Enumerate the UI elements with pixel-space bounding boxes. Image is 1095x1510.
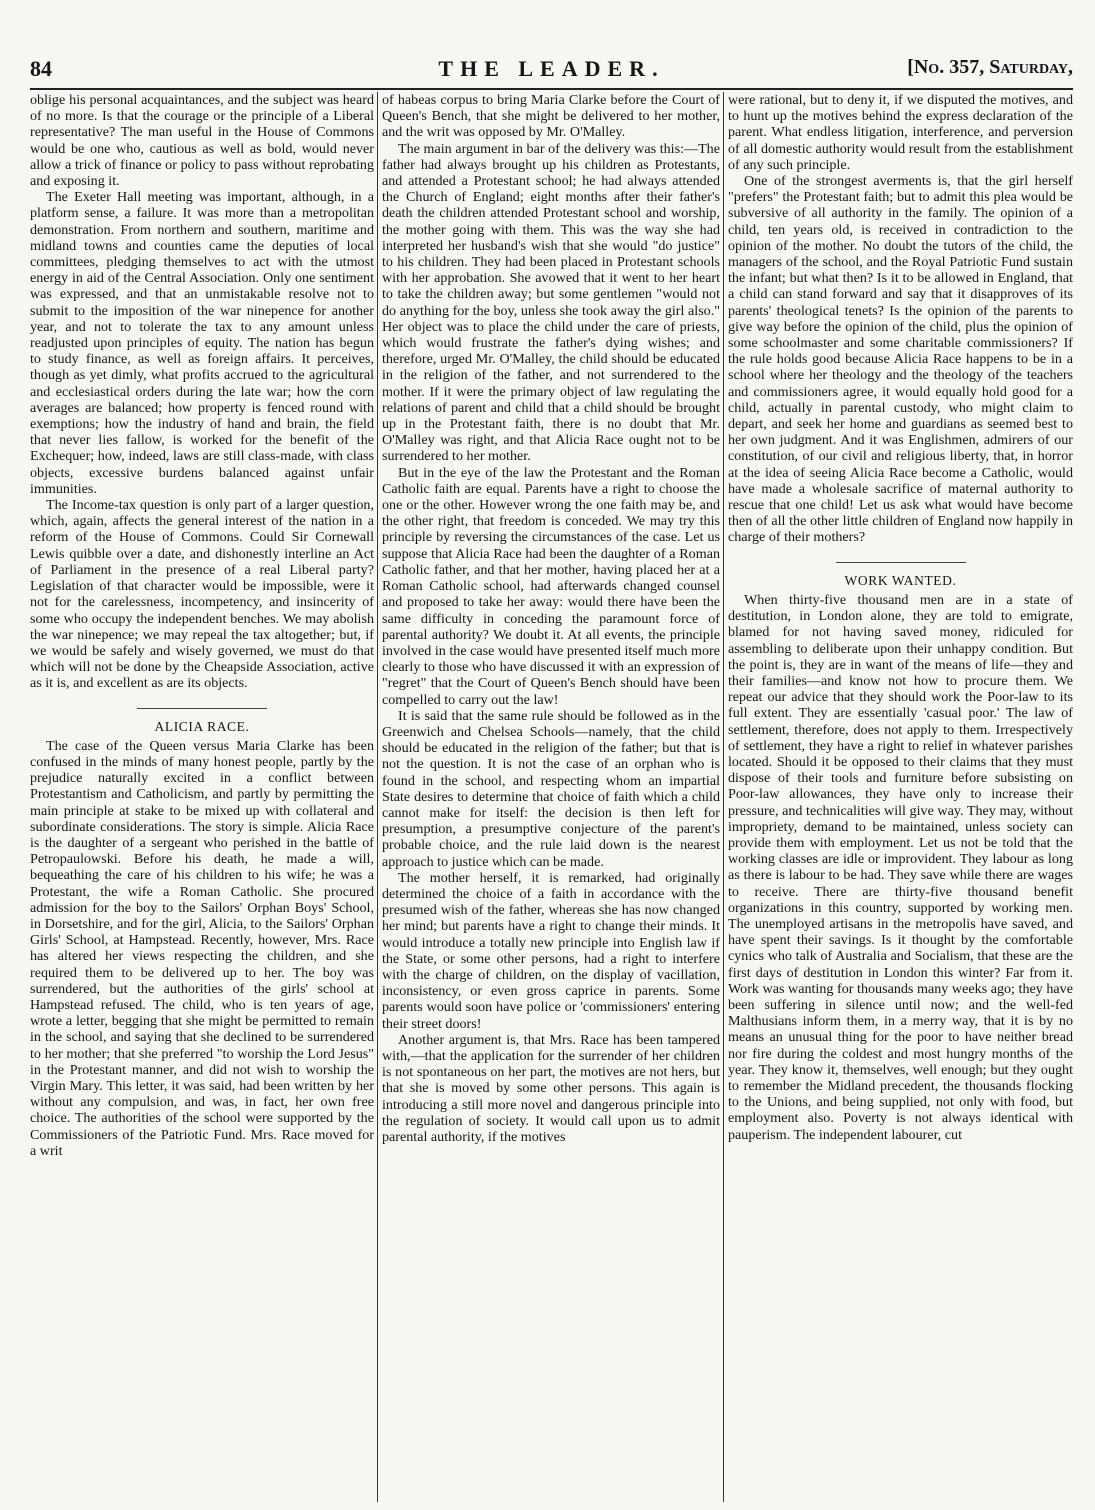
article-heading-work-wanted: WORK WANTED. xyxy=(844,572,957,588)
paragraph: One of the strongest averments is, that the girl herself "prefers" the Protestant faith; but to admit this plea would be subversive of all authority in the family. The opinion of a child, ten years old, is received in contradiction to the opinion of the mother. No doubt the tutors of the child, the managers of the school, and the Royal Patriotic Fund sustain the infant; but what then? Is it to be allowed in England, that a child can stand forward and say that it disapproves of its parents' theological tenets? Is the opinion of the parents to give way before the opinion of the child, plus the opinion of some schoolmaster and some charitable commissioners? If the rule holds good because Alicia Race happens to be in a school where her theology and the theology of the teachers and commissioners agree, it would equally hold good for a child, actually in parental custody, who might claim to depart, and seek her home and guardians as seemed best to her own judgment. And it was Englishmen, admirers of our constitution, of our civil and religious liberty, that, in horror at the idea of seeing Alicia Race become a Catholic, would have made a wholesale sacrifice of maternal authority to rescue that one child! Let us ask what would have become then of all the other little children of England now happily in charge of their mothers? xyxy=(728,173,1073,546)
paragraph: The case of the Queen versus Maria Clarke has been confused in the minds of many honest people, partly by the prejudice naturally excited in a conflict between Protestantism and Catholicism, and partly by permitting the main principle at stake to be mixed up with collateral and subordinate considerations. The story is simple. Alicia Race is the daughter of a sergeant who perished in the battle of Petropaulowski. Before his death, he made a will, bequeathing the care of his children to his wife; he was a Protestant, the wife a Roman Catholic. She procured admission for the boy to the Sailors' Orphan Boys' School, in Dorsetshire, and for the girl, Alicia, to the Sailors' Orphan Girls' School, at Hampstead. Recently, however, Mrs. Race has altered her views respecting the children, and she required them to be delivered up to her. The boy was surrendered, but the authorities of the girls' school at Hampstead refused. The child, who is ten years of age, wrote a letter, begging that she might be permitted to remain in the school, and saying that she declined to be surrendered to her mother; that she preferred "to worship the Lord Jesus" in the Protestant manner, and did not wish to worship the Virgin Mary. This letter, it was said, had been written by her without any compulsion, and was, in fact, her own free choice. The authorities of the school were supported by the Commissioners of the Patriotic Fund. Mrs. Race moved for a writ xyxy=(30,737,374,1159)
section-divider xyxy=(137,708,267,709)
article-heading-alicia-race: ALICIA RACE. xyxy=(154,718,250,734)
masthead xyxy=(30,52,1073,90)
paragraph: oblige his personal acquaintances, and the subject was heard of no more. Is that the courage or the principle of a Liberal representative? The man useful in the House of Commons would be one who, cautious as well as bold, would never allow a trick of finance or policy to pass without reprobating and exposing it. xyxy=(30,92,374,190)
paragraph: of habeas corpus to bring Maria Clarke before the Court of Queen's Bench, that she might be delivered to her mother, and the writ was opposed by Mr. O'Malley. xyxy=(382,92,720,141)
issue-info: [No. 357, Saturday, xyxy=(907,56,1073,78)
column-2 xyxy=(382,92,720,1502)
paragraph: Another argument is, that Mrs. Race has been tampered with,—that the application for the surrender of her children is not spontaneous on her part, the motives are not hers, but that she is moved by some other persons. This again is introducing a still more novel and dangerous principle into the regulation of society. It would call upon us to admit parental authority, if the motives xyxy=(382,1031,720,1145)
column-rule-left xyxy=(377,92,378,1502)
paragraph: When thirty-five thousand men are in a state of destitution, in London alone, they are told to emigrate, blamed for not having saved money, ridiculed for assembling to deliberate upon their unhappy condition. But the point is, they are in want of the means of life—they and their families—and know not how to procure them. We repeat our advice that they should work the Poor-law to its full extent. They are essentially 'casual poor.' The law of settlement, therefore, does not apply to them. Irrespectively of settlement, they have a right to relief in whatever parishes located. Should it be opposed to their claims that they must dispose of their tools and furniture before subsisting on Poor-law allowances, they have only to increase their pressure, and technicalities will give way. They may, without impropriety, demand to be maintained, unless society can provide them with employment. Let us not be told that the working classes are idle or improvident. They labour as long as there is labour to be had. They save while there are wages to receive. There are thirty-five thousand benefit organizations in this country, supported by working men. The unemployed artisans in the metropolis have saved, and have spent their savings. Is it thought by the comfortable cynics who talk of Australia and Socialism, that these are the first days of destitution in London this winter? Far from it. Work was wanting for thousands many weeks ago; they have been suffering in silence until now; and the well-fed Malthusians inform them, in a merry way, that it is by no means an unusual thing for the poor to have neither bread nor fire during the coldest and most hungry months of the year. They know it, themselves, well enough; but they ought to remember the Midland precedent, the thousands flocking to the Unions, and being supplied, not only with food, but employment also. Poverty is not always identical with pauperism. The independent labourer, cut xyxy=(728,591,1073,1143)
column-1 xyxy=(30,92,374,1502)
paragraph: It is said that the same rule should be followed as in the Greenwich and Chelsea Schools—namely, that the child should be educated in the religion of the father; but that is not the question. It is not the case of an orphan who is found in the school, and respecting whom an impartial State desires to determine that choice of faith which a child cannot make for itself: the decision is then left for presumption, a presumptive conjecture of the parent's probable choice, and the rule laid down is the nearest approach to justice which can be made. xyxy=(382,707,720,870)
paragraph: The main argument in bar of the delivery was this:—The father had always brought up his children as Protestants, and attended a Protestant school; he had always attended the Church of England; eight months after their father's death the children attended Protestant school and worship, the mother going with them. This was the way she had interpreted her husband's wish that she would "do justice" to his children. They had been placed in Protestant schools with her approbation. She avowed that it went to her heart to take the children away; but some gentlemen "would not do anything for the boy, unless she took away the girl also." Her object was to place the child under the care of priests, which would frustrate the father's dying wishes; and therefore, urged Mr. O'Malley, the child should be educated in the religion of the father, and not surrendered to the mother. If it were the primary object of law regulating the relations of parent and child that a child should be brought up in the Protestant faith, there is no doubt that Mr. O'Malley was right, and that Alicia Race ought not to be surrendered to her mother. xyxy=(382,140,720,465)
column-3 xyxy=(728,92,1073,1502)
page-number: 84 xyxy=(30,56,52,81)
paragraph: The Exeter Hall meeting was important, although, in a platform sense, a failure. It was more than a metropolitan demonstration. From northern and southern, maritime and midland towns and counties came the deputies of local committees, pledging themselves to act with the utmost energy in aid of the Central Association. Only one sentiment was expressed, and that an unmistakable resolve not to submit to the imposition of the war ninepence for another year, and not to tolerate the tax to any amount unless readjusted upon principles of equity. The nation has begun to study finance, as well as foreign affairs. It perceives, though as yet dimly, what profits accrued to the agricultural and ecclesiastical orders during the late war; how the corn averages are balanced; how property is fenced round with exemptions; how the industry of hand and brain, the field that never lies fallow, is worked for the benefit of the Exchequer; how, indeed, laws are still class-made, with class objects, excessive burdens balanced against unfair immunities. xyxy=(30,189,374,497)
newspaper-title: THE LEADER. xyxy=(438,56,665,81)
paragraph: But in the eye of the law the Protestant and the Roman Catholic faith are equal. Parents have a right to choose the one or the other. However wrong the one faith may be, and the other right, that freedom is conceded. We may try this principle by reversing the circumstances of the case. Let us suppose that Alicia Race had been the daughter of a Roman Catholic father, and that her mother, having placed her at a Roman Catholic school, had afterwards changed counsel and proposed to take her away: would there have been the same difficulty in conceding the paramount force of parental authority? We doubt it. At all events, the principle involved in the case would have presented itself much more clearly to those who have discussed it with an expression of "regret" that the Court of Queen's Bench should have been compelled to carry out the law! xyxy=(382,464,720,708)
section-divider xyxy=(836,562,966,563)
paragraph: were rational, but to deny it, if we disputed the motives, and to hunt up the motives behind the express declaration of the parent. What endless litigation, interference, and perversion of all domestic authority would result from the establishment of any such principle. xyxy=(728,92,1073,173)
paragraph: The mother herself, it is remarked, had originally determined the choice of a faith in accordance with the presumed wish of the father, whereas she has now changed her mind; but parents have a right to change their minds. It would introduce a totally new principle into English law if the State, or some other persons, had a right to interfere with the charge of children, on the display of vacillation, inconsistency, or even gross caprice in parents. Some parents would soon have police or 'commissioners' entering their street doors! xyxy=(382,869,720,1032)
paragraph: The Income-tax question is only part of a larger question, which, again, affects the general interest of the nation in a reform of the House of Commons. Could Sir Cornewall Lewis quibble over a date, and dishonestly interline an Act of Parliament in the presence of a real Liberal party? Legislation of that character would be impossible, were it not for the carelessness, incompetency, and insincerity of some who occupy the independent benches. We may abolish the war ninepence; we may repeal the tax altogether; but, if we would be safely and wisely governed, we must do that which will not be done by the Cheapside Association, active as it is, and excellent as are its objects. xyxy=(30,497,374,692)
column-rule-right xyxy=(723,92,724,1502)
